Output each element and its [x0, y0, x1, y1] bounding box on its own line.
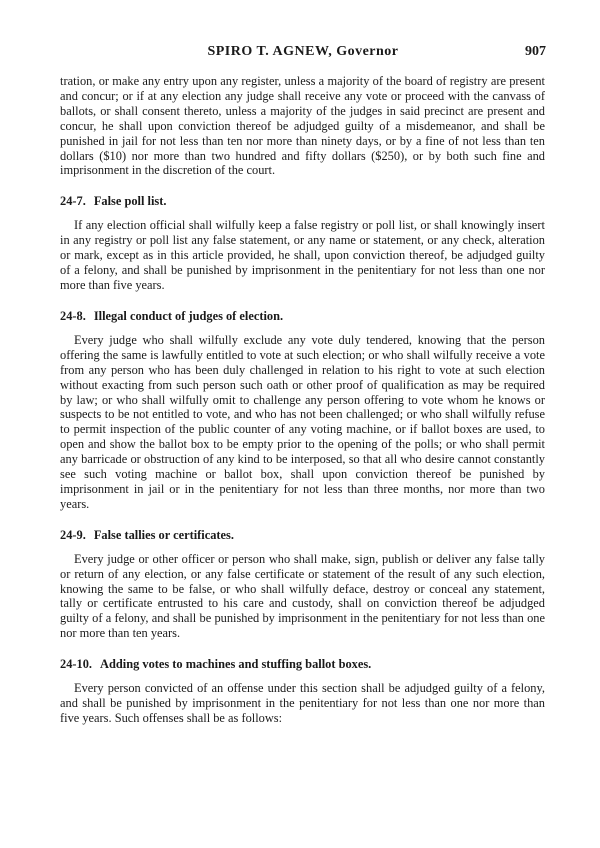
section-24-9	[60, 528, 545, 641]
section-24-10	[60, 657, 545, 726]
section-heading	[60, 657, 545, 672]
section-heading	[60, 194, 545, 209]
section-number: 24-10.	[60, 657, 93, 672]
section-title: Illegal conduct of judges of election.	[93, 308, 284, 323]
page-number: 907	[525, 44, 546, 59]
section-heading	[60, 528, 545, 543]
running-header	[60, 44, 546, 64]
section-title: False tallies or certificates.	[93, 527, 234, 542]
section-number: 24-7.	[60, 194, 86, 209]
section-text: If any election official shall wilfully keep a false registry or poll list, or shall knowingly insert in any registry or poll list any false statement, or any name or statement, or any check, alteration or mark, except as in this article provided, he shall, upon conviction thereof, be adjudged guilty of a felony, and shall be punished by imprisonment in the penitentiary for not less than one nor more than five years.	[60, 218, 545, 292]
section-24-8	[60, 309, 545, 512]
opening-paragraph: tration, or make any entry upon any register, unless a majority of the board of registry are present and concur; or if at any election any judge shall receive any vote or proceed with the canvass of ballots, or shall consent thereto, unless a majority of the judges in said precinct are present and concur, he shall upon conviction thereof be adjudged guilty of a misdemeanor, and shall be punished in jail for not less than ten nor more than ninety days, or by a fine of not less than ten dollars ($10) nor more than two hundred and fifty dollars ($250), or by both such fine and imprisonment in the discretion of the court.	[60, 74, 545, 178]
section-text: Every judge who shall wilfully exclude any vote duly tendered, knowing that the person offering the same is lawfully entitled to vote at such election; or who shall wilfully receive a vote from any person who has been duly challenged in relation to his right to vote at such election without exacting from such person such oath or other proof of qualification as may be required by law; or who shall wilfully omit to challenge any person offering to vote whom he knows or suspects to be not entitled to vote, and who has not been challenged; or who shall wilfully refuse to permit inspection of the public counter of any voting machine, or if ballot boxes are used, to open and show the ballot box to be empty prior to the opening of the polls; or who shall permit any barricade or obstruction of any kind to be interposed, so that all who desire cannot constantly see such voting machine or ballot box, shall upon conviction thereof be punished by imprisonment in jail or in the penitentiary for not less than three months, nor more than two years.	[60, 332, 545, 511]
section-heading	[60, 309, 545, 324]
body-text	[60, 74, 545, 726]
section-number: 24-8.	[60, 308, 86, 323]
section-title: False poll list.	[93, 194, 167, 209]
running-title: SPIRO T. AGNEW, Governor	[207, 44, 399, 59]
section-text: Every judge or other officer or person who shall make, sign, publish or deliver any false tally or return of any election, or any false certificate or statement of the result of any such election, knowing the same to be false, or who shall wilfully deface, destroy or conceal any statement, tally or certificate entrusted to his care and custody, shall on conviction thereof be adjudged guilty of a felony, and shall be punished by imprisonment in the penitentiary for not less than one nor more than ten years.	[60, 551, 545, 641]
section-24-7	[60, 194, 545, 293]
section-number: 24-9.	[60, 527, 86, 542]
section-text: Every person convicted of an offense under this section shall be adjudged guilty of a felony, and shall be punished by imprisonment in the penitentiary for not less than one nor more than five years. Such offenses shall be as follows:	[60, 681, 545, 725]
section-title: Adding votes to machines and stuffing ballot boxes.	[100, 657, 372, 672]
